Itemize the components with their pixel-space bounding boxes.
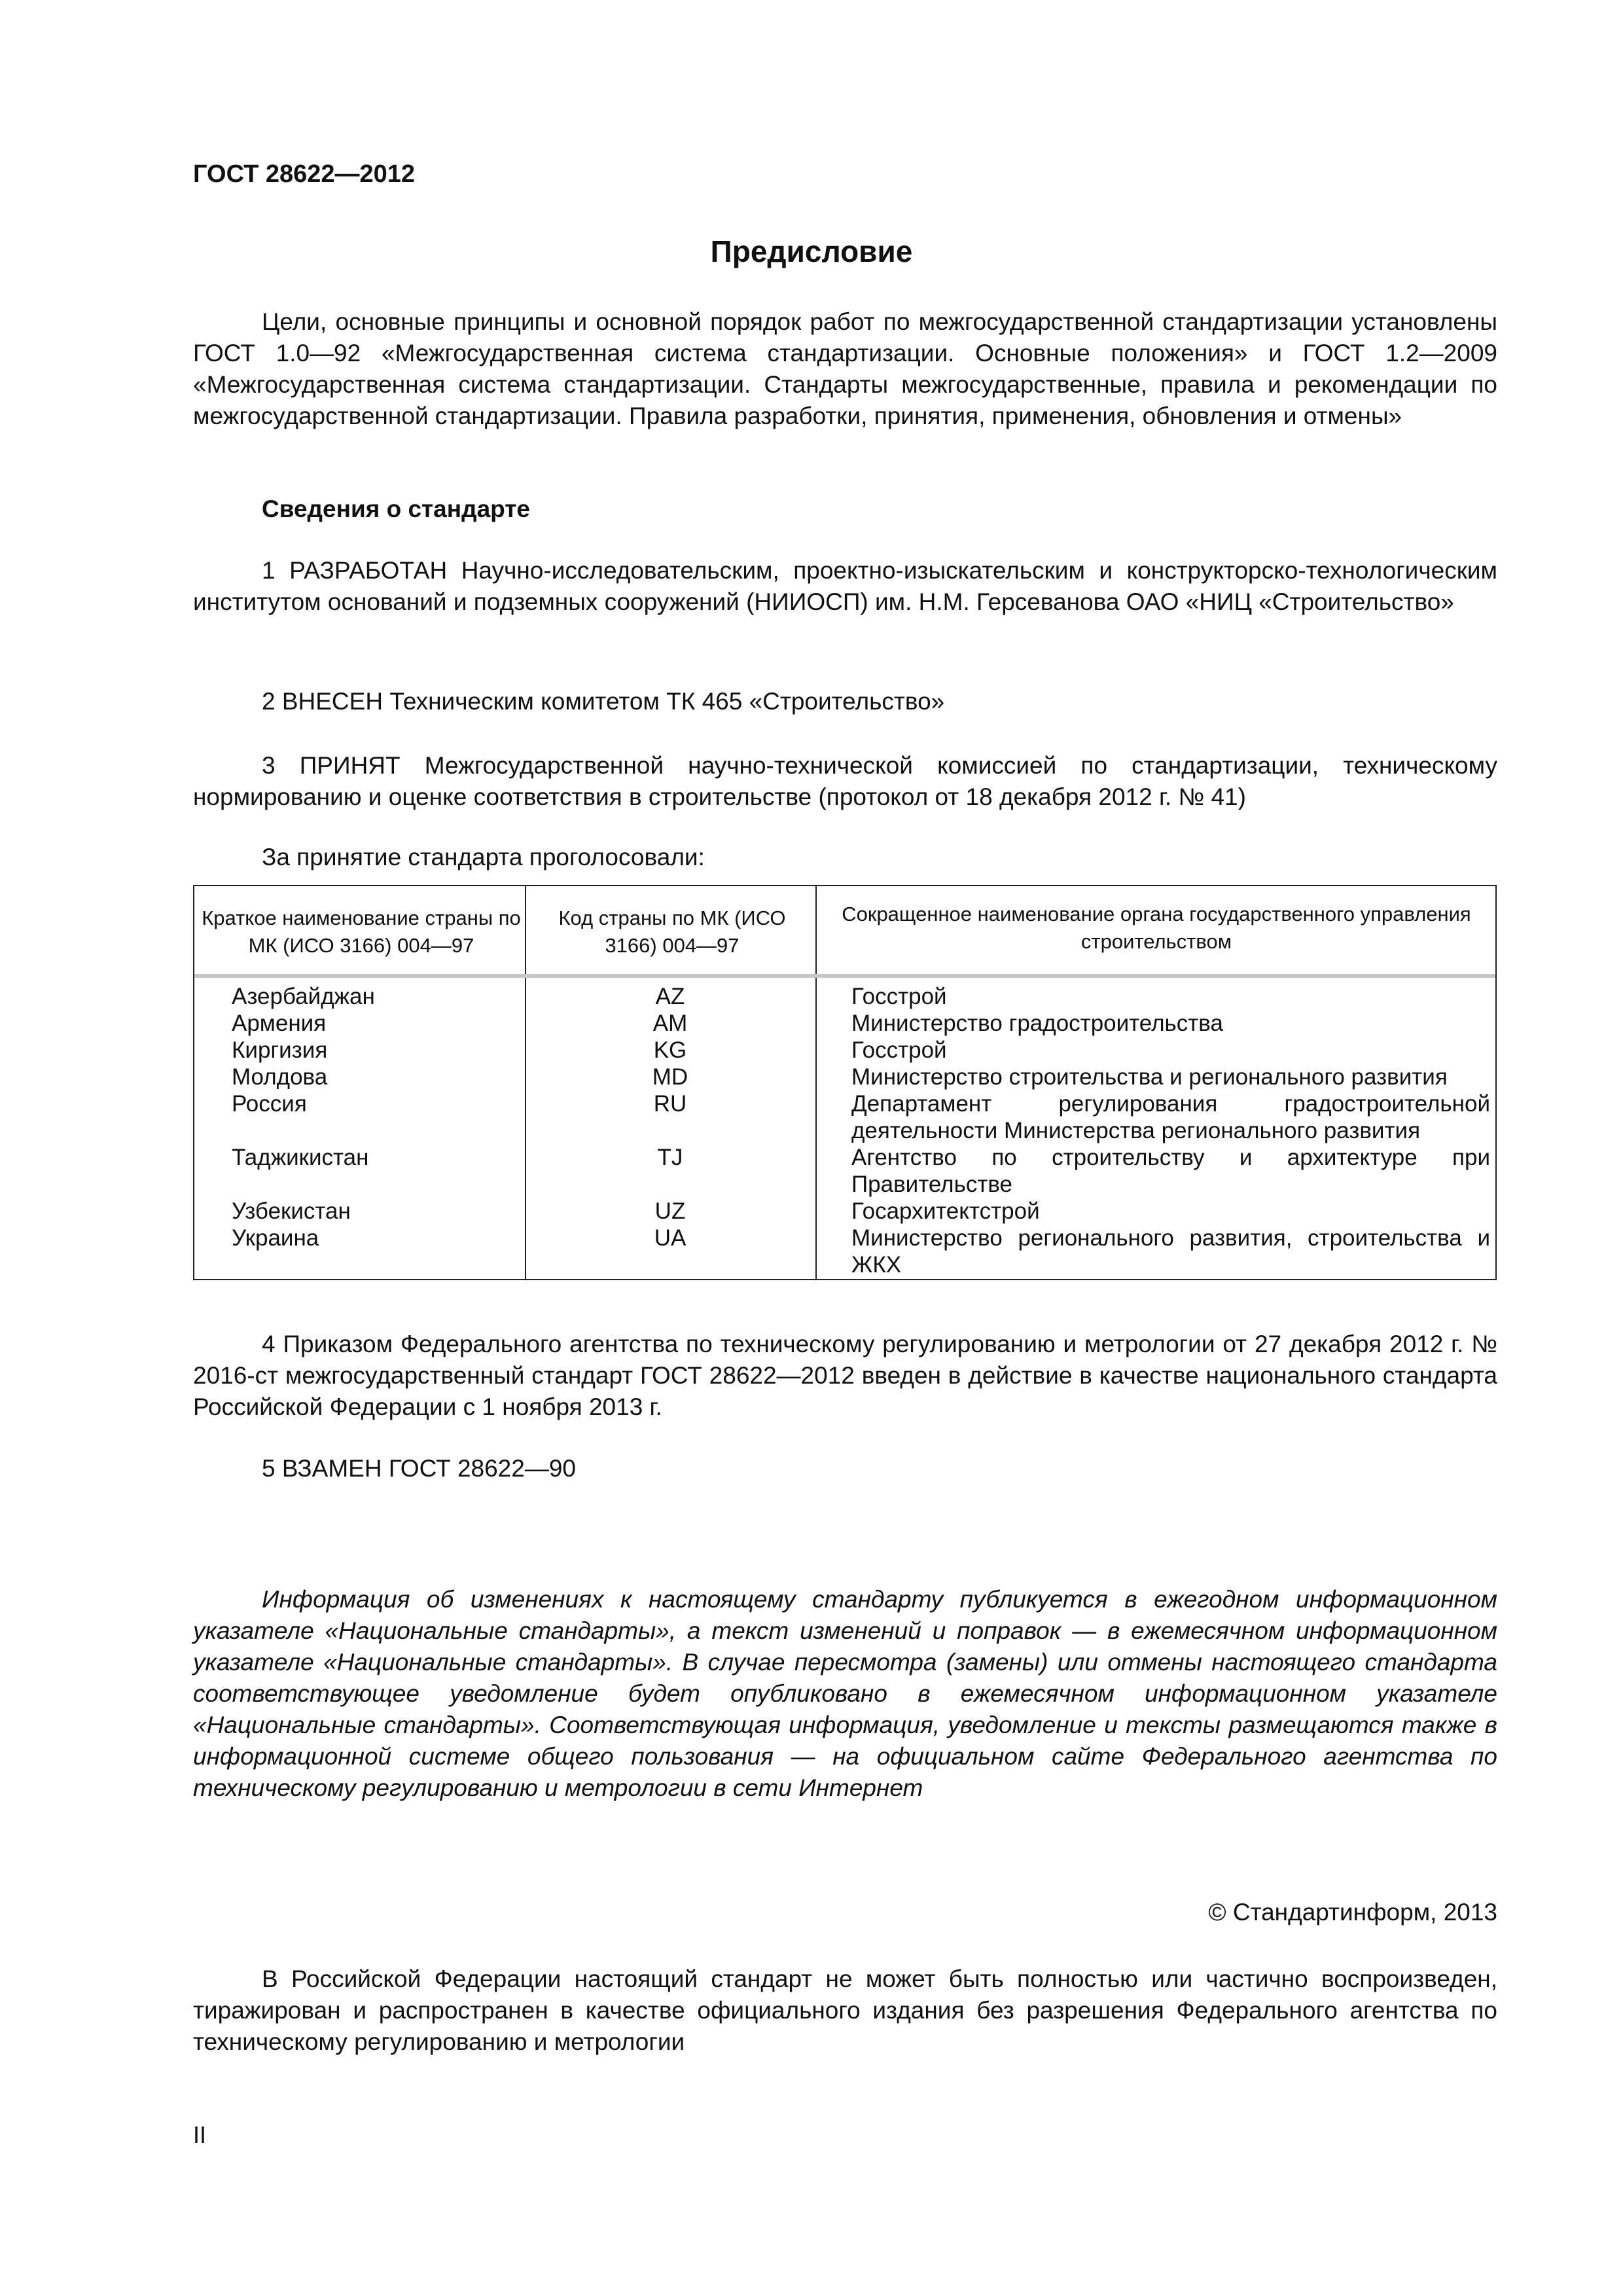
table-cell-organization: Агентство по строительству и архитектуре при Правительстве [851, 1145, 1490, 1197]
item-1-paragraph: 1 РАЗРАБОТАН Научно-исследовательским, проектно-изыскательским и конструкторско-технологическим институтом оснований и подземных сооружений (НИИОСП) им. Н.М. Герсеванова ОАО «НИЦ «Строительство» [193, 557, 1497, 615]
table-cell-country: Молдова [232, 1064, 328, 1090]
column-divider [815, 886, 817, 1279]
item-5-paragraph: 5 ВЗАМЕН ГОСТ 28622—90 [262, 1455, 576, 1482]
voting-table [193, 885, 1497, 1280]
page-number: II [193, 2121, 207, 2148]
column-header-organization: Сокращенное наименование органа государственного управления строительством [842, 903, 1471, 953]
table-cell-country: Узбекистан [232, 1198, 351, 1224]
copyright: © Стандартинформ, 2013 [1208, 1899, 1497, 1926]
info-heading: Сведения о стандарте [262, 495, 530, 522]
table-cell-code: MD [652, 1064, 688, 1090]
vote-intro: За принятие стандарта проголосовали: [262, 844, 705, 870]
table-cell-country: Россия [232, 1091, 307, 1117]
table-cell-country: Киргизия [232, 1037, 328, 1063]
notice-paragraph: Информация об изменениях к настоящему стандарту публикуется в ежегодном информационном указателе «Национальные стандарты», а текст изменений и поправок — в ежемесячном информационном указателе «Национальные стандарты». В случае пересмотра (замены) или отмены настоящего стандарта соответствующее уведомление будет опубликовано в ежемесячном информационном указателе «Национальные стандарты». Соответствующая информация, уведомление и тексты размещаются также в информационной системе общего пользования — на официальном сайте Федерального агентства по техническому регулированию и метрологии в сети Интернет [193, 1586, 1497, 1801]
table-cell-code: RU [653, 1091, 687, 1117]
table-cell-code: KG [653, 1037, 687, 1063]
table-cell-country: Таджикистан [232, 1145, 369, 1170]
table-cell-country: Азербайджан [232, 984, 375, 1009]
column-header-country: Краткое наименование страны по МК (ИСО 3166) 004—97 [202, 906, 521, 957]
table-cell-organization: Министерство регионального развития, строительства и ЖКХ [851, 1225, 1490, 1278]
item-3-paragraph: 3 ПРИНЯТ Межгосударственной научно-технической комиссией по стандартизации, техническому нормированию и оценке соответствия в строительстве (протокол от 18 декабря 2012 г. № 41) [193, 752, 1497, 810]
table-cell-code: UA [654, 1225, 687, 1251]
document-header: ГОСТ 28622—2012 [193, 160, 416, 188]
table-cell-country: Украина [232, 1225, 319, 1251]
page-title: Предисловие [710, 234, 913, 268]
table-cell-code: UZ [654, 1198, 686, 1224]
table-cell-country: Армения [232, 1011, 327, 1036]
table-cell-code: TJ [657, 1145, 683, 1170]
table-cell-organization: Госстрой [851, 984, 947, 1009]
intro-paragraph: Цели, основные принципы и основной порядок работ по межгосударственной стандартизации установлены ГОСТ 1.0—92 «Межгосударственная система стандартизации. Основные положения» и ГОСТ 1.2—2009 «Межгосударственная система стандартизации. Стандарты межгосударственные, правила и рекомендации по межгосударственной стандартизации. Правила разработки, принятия, применения, обновления и отмены» [193, 308, 1497, 429]
column-header-code: Код страны по МК (ИСО 3166) 004—97 [558, 906, 786, 957]
header-divider [194, 974, 1495, 978]
table-cell-organization: Госархитектстрой [851, 1198, 1040, 1224]
table-cell-code: AZ [655, 984, 685, 1009]
table-cell-organization: Министерство градостроительства [851, 1011, 1223, 1036]
table-cell-organization: Министерство строительства и регионального развития [851, 1064, 1448, 1090]
item-4-paragraph: 4 Приказом Федерального агентства по техническому регулированию и метрологии от 27 декабря 2012 г. № 2016-ст межгосударственный стандарт ГОСТ 28622—2012 введен в действие в качестве национального стандарта Российской Федерации с 1 ноября 2013 г. [193, 1331, 1497, 1420]
table-cell-code: AM [652, 1011, 688, 1036]
table-cell-organization: Департамент регулирования градостроительной деятельности Министерства регионального развития [851, 1091, 1490, 1143]
table-cell-organization: Госстрой [851, 1037, 947, 1063]
rights-paragraph: В Российской Федерации настоящий стандарт не может быть полностью или частично воспроизведен, тиражирован и распространен в качестве официального издания без разрешения Федерального агентства по техническому регулированию и метрологии [193, 1965, 1497, 2055]
item-2-paragraph: 2 ВНЕСЕН Техническим комитетом ТК 465 «Строительство» [262, 688, 945, 715]
